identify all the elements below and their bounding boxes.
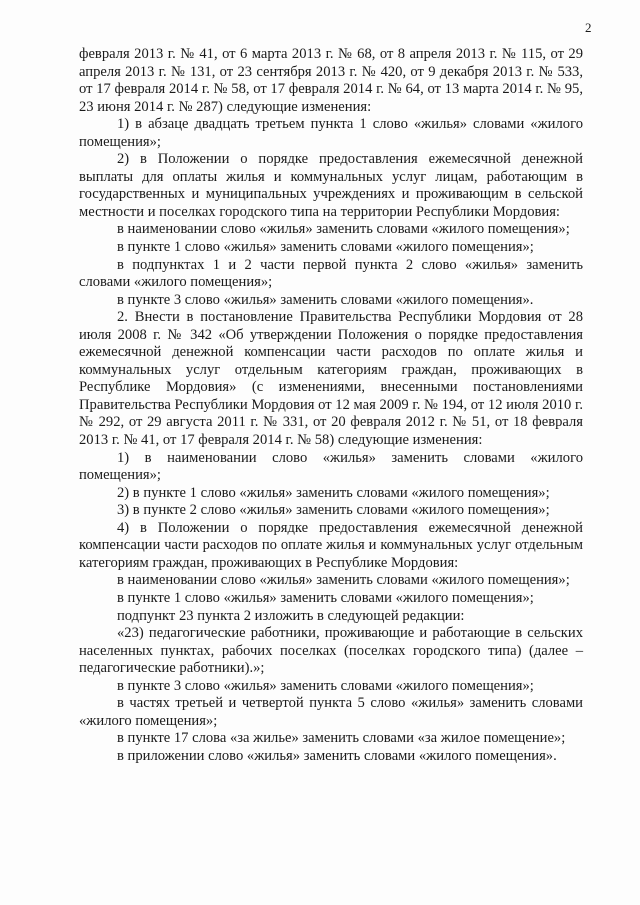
paragraph-19: в пункте 17 слова «за жилье» заменить словами «за жилое помещение»; (117, 730, 566, 747)
paragraph-6: в подпунктах 1 и 2 части первой пункта 2 слово «жилья» заменить словами «жилого помещения»; (79, 256, 583, 291)
paragraph-12: 4) в Положении о порядке предоставления ежемесячной денежной компенсации части расходов по оплате жилья и коммунальных услуг отдельным категориям граждан, проживающих в Республике Мордовия: (79, 519, 583, 571)
paragraph-9: 1) в наименовании слово «жилья» заменить словами «жилого помещения»; (79, 449, 583, 484)
paragraph-3: 2) в Положении о порядке предоставления ежемесячной денежной выплаты для оплаты жилья и коммунальных услуг лицам, работающим в государственных и муниципальных учреждениях и проживающим в сельской местности и поселках городского типа на территории Республики Мордовия: (79, 151, 583, 220)
paragraph-10: 2) в пункте 1 слово «жилья» заменить словами «жилого помещения»; (117, 484, 550, 501)
paragraph-5: в пункте 1 слово «жилья» заменить словами «жилого помещения»; (117, 239, 534, 256)
paragraph-18: в частях третьей и четвертой пункта 5 слово «жилья» заменить словами «жилого помещения»; (79, 695, 583, 729)
paragraph-17: в пункте 3 слово «жилья» заменить словами «жилого помещения»; (117, 677, 534, 694)
paragraph-13: в наименовании слово «жилья» заменить словами «жилого помещения»; (117, 572, 570, 589)
paragraph-2: 1) в абзаце двадцать третьем пункта 1 слово «жилья» словами «жилого помещения»; (79, 116, 583, 150)
paragraph-1: февраля 2013 г. № 41, от 6 марта 2013 г. № 68, от 8 апреля 2013 г. № 115, от 29 апреля 2013 г. № 131, от 23 сентября 2013 г. № 420, от 9 декабря 2013 г. № 533, от 17 февраля 2014 г. № 58, от 17 февраля 2014 г. № 64, от 13 марта 2014 г. № 95, 23 июня 2014 г. № 287) следующие изменения: (79, 46, 583, 115)
paragraph-14: в пункте 1 слово «жилья» заменить словами «жилого помещения»; (117, 589, 534, 606)
paragraph-11: 3) в пункте 2 слово «жилья» заменить словами «жилого помещения»; (117, 502, 550, 519)
paragraph-20: в приложении слово «жилья» заменить словами «жилого помещения». (117, 747, 557, 764)
paragraph-7: в пункте 3 слово «жилья» заменить словами «жилого помещения». (117, 291, 534, 308)
paragraph-4: в наименовании слово «жилья» заменить словами «жилого помещения»; (117, 221, 570, 238)
paragraph-15: подпункт 23 пункта 2 изложить в следующей редакции: (117, 607, 465, 624)
paragraph-8: 2. Внести в постановление Правительства Республики Мордовия от 28 июля 2008 г. № 342 «Об утверждении Положения о порядке предоставления ежемесячной денежной компенсации части расходов по оплате жилья и коммунальных услуг отдельным категориям граждан, проживающих в Республике Мордовия» (с изменениями, внесенными постановлениями Правительства Республики Мордовия от 12 мая 2009 г. № 194, от 12 июля 2010 г. № 292, от 29 августа 2011 г. № 331, от 20 февраля 2012 г. № 51, от 18 февраля 2013 г. № 41, от 17 февраля 2014 г. № 58) следующие изменения: (79, 309, 583, 449)
paragraph-16: «23) педагогические работники, проживающие и работающие в сельских населенных пунктах, рабочих поселках (поселках городского типа) (далее – педагогические работники).»; (79, 625, 583, 677)
document-body (79, 46, 583, 765)
page-number: 2 (585, 20, 592, 35)
